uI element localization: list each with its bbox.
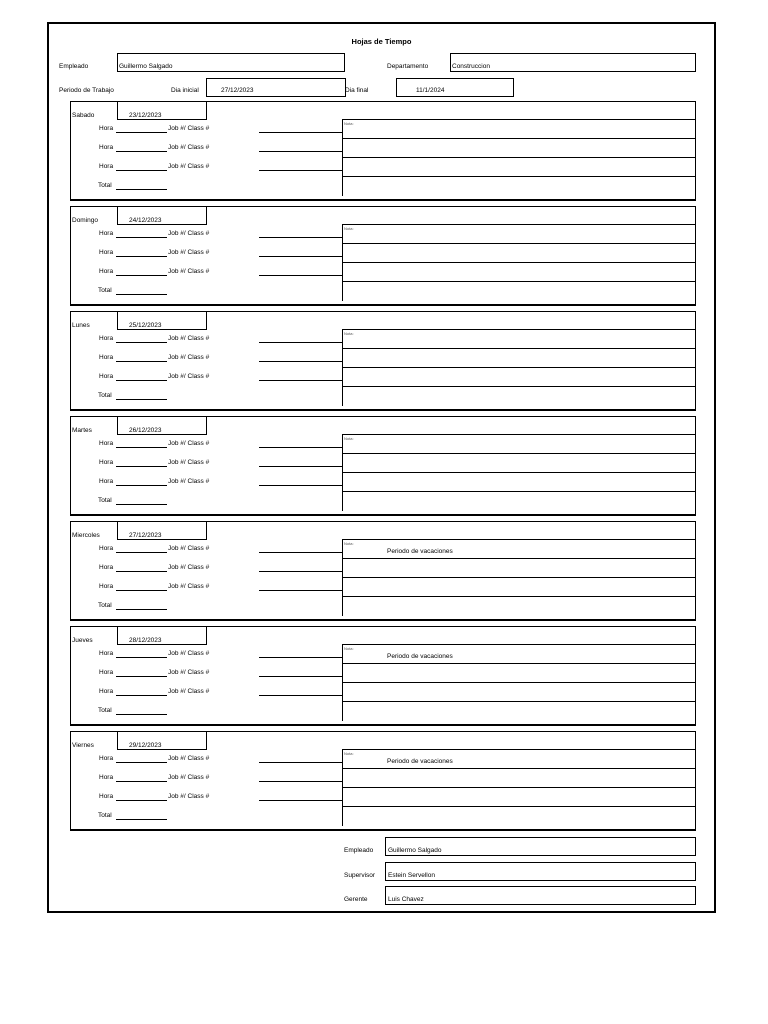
day-block-sabado — [70, 101, 696, 201]
total-input-line[interactable] — [116, 504, 167, 505]
day-name: Sabado — [72, 112, 95, 119]
notes-line — [342, 348, 695, 349]
hour-label: Hora — [99, 230, 114, 237]
job-class-input-line[interactable] — [259, 695, 343, 696]
job-class-label: Job #/ Class # — [168, 478, 210, 485]
job-class-input-line[interactable] — [259, 342, 343, 343]
job-class-label: Job #/ Class # — [168, 774, 210, 781]
hour-label: Hora — [99, 688, 114, 695]
hour-label: Hora — [99, 793, 114, 800]
total-input-line[interactable] — [116, 609, 167, 610]
day-block-miercoles — [70, 521, 696, 621]
job-class-label: Job #/ Class # — [168, 755, 210, 762]
hour-input-line[interactable] — [116, 800, 167, 801]
notes-line — [342, 577, 695, 578]
day-block-domingo — [70, 206, 696, 306]
notes-line — [342, 768, 695, 769]
day-name: Martes — [72, 427, 92, 434]
notes-line — [342, 157, 695, 158]
start-day-value: 27/12/2023 — [221, 87, 254, 94]
notes-line — [342, 386, 695, 387]
hour-label: Hora — [99, 125, 114, 132]
hour-label: Hora — [99, 163, 114, 170]
job-class-label: Job #/ Class # — [168, 335, 210, 342]
hour-input-line[interactable] — [116, 695, 167, 696]
total-label: Total — [98, 707, 112, 714]
day-date-value: 26/12/2023 — [129, 427, 162, 434]
hour-input-line[interactable] — [116, 151, 167, 152]
department-field[interactable] — [450, 53, 696, 72]
hour-input-line[interactable] — [116, 447, 167, 448]
notes-line — [342, 701, 695, 702]
hour-label: Hora — [99, 268, 114, 275]
job-class-label: Job #/ Class # — [168, 545, 210, 552]
day-date-field[interactable] — [117, 206, 207, 225]
hour-input-line[interactable] — [116, 781, 167, 782]
hour-input-line[interactable] — [116, 237, 167, 238]
hour-label: Hora — [99, 650, 114, 657]
hour-input-line[interactable] — [116, 657, 167, 658]
hour-label: Hora — [99, 354, 114, 361]
total-label: Total — [98, 182, 112, 189]
signature-field-gerente[interactable] — [385, 886, 696, 905]
job-class-input-line[interactable] — [259, 151, 343, 152]
hour-label: Hora — [99, 144, 114, 151]
day-date-field[interactable] — [117, 311, 207, 330]
job-class-label: Job #/ Class # — [168, 144, 210, 151]
day-note: Periodo de vacaciones — [387, 548, 453, 555]
signature-label-gerente: Gerente — [344, 896, 368, 903]
job-class-input-line[interactable] — [259, 380, 343, 381]
total-input-line[interactable] — [116, 819, 167, 820]
notes-line — [342, 596, 695, 597]
signature-label-supervisor: Supervisor — [344, 871, 376, 879]
hour-label: Hora — [99, 249, 114, 256]
notes-label: Nota: — [344, 226, 354, 231]
job-class-input-line[interactable] — [259, 275, 343, 276]
start-day-label: Dia inicial — [171, 87, 199, 94]
notes-line — [342, 472, 695, 473]
day-name: Jueves — [72, 637, 93, 644]
job-class-input-line[interactable] — [259, 762, 343, 763]
job-class-input-line[interactable] — [259, 552, 343, 553]
hour-input-line[interactable] — [116, 571, 167, 572]
day-name: Lunes — [72, 322, 90, 329]
hour-label: Hora — [99, 440, 114, 447]
notes-line — [342, 281, 695, 282]
day-date-field[interactable] — [117, 626, 207, 645]
job-class-label: Job #/ Class # — [168, 249, 210, 256]
job-class-label: Job #/ Class # — [168, 354, 210, 361]
day-note: Periodo de vacaciones — [387, 653, 453, 660]
hour-input-line[interactable] — [116, 361, 167, 362]
notes-divider — [386, 558, 387, 559]
day-block-viernes — [70, 731, 696, 831]
day-name: Miercoles — [72, 532, 100, 539]
job-class-label: Job #/ Class # — [168, 459, 210, 466]
job-class-label: Job #/ Class # — [168, 583, 210, 590]
notes-line — [342, 453, 695, 454]
signature-value: Luis Chavez — [388, 896, 424, 903]
notes-line — [342, 787, 695, 788]
notes-line — [342, 491, 695, 492]
job-class-input-line[interactable] — [259, 170, 343, 171]
hour-label: Hora — [99, 669, 114, 676]
hour-input-line[interactable] — [116, 466, 167, 467]
signature-field-empleado[interactable] — [385, 837, 696, 856]
job-class-label: Job #/ Class # — [168, 688, 210, 695]
notes-label: Nota: — [344, 436, 354, 441]
hour-input-line[interactable] — [116, 676, 167, 677]
end-day-label: Dia final — [345, 87, 369, 94]
notes-line — [342, 806, 695, 807]
job-class-input-line[interactable] — [259, 571, 343, 572]
signature-value: Estein Servellon — [388, 871, 435, 879]
hour-input-line[interactable] — [116, 485, 167, 486]
day-date-value: 29/12/2023 — [129, 742, 162, 749]
job-class-input-line[interactable] — [259, 590, 343, 591]
job-class-label: Job #/ Class # — [168, 564, 210, 571]
job-class-input-line[interactable] — [259, 676, 343, 677]
total-input-line[interactable] — [116, 294, 167, 295]
notes-label: Nota: — [344, 541, 354, 546]
timesheet-page — [47, 22, 716, 913]
job-class-label: Job #/ Class # — [168, 440, 210, 447]
hour-input-line[interactable] — [116, 132, 167, 133]
day-date-field[interactable] — [117, 731, 207, 750]
hour-input-line[interactable] — [116, 256, 167, 257]
day-date-field[interactable] — [117, 521, 207, 540]
job-class-input-line[interactable] — [259, 132, 343, 133]
signature-field-supervisor[interactable] — [385, 862, 696, 881]
day-date-field[interactable] — [117, 101, 207, 120]
job-class-label: Job #/ Class # — [168, 373, 210, 380]
day-name: Viernes — [72, 742, 94, 749]
notes-label: Nota: — [344, 751, 354, 756]
job-class-input-line[interactable] — [259, 657, 343, 658]
total-label: Total — [98, 392, 112, 399]
notes-label: Nota: — [344, 121, 354, 126]
day-date-value: 23/12/2023 — [129, 112, 162, 119]
day-name: Domingo — [72, 217, 99, 224]
job-class-label: Job #/ Class # — [168, 793, 210, 800]
hour-label: Hora — [99, 373, 114, 380]
day-date-value: 25/12/2023 — [129, 322, 162, 329]
total-input-line[interactable] — [116, 189, 167, 190]
job-class-input-line[interactable] — [259, 485, 343, 486]
notes-label: Nota: — [344, 646, 354, 651]
total-input-line[interactable] — [116, 714, 167, 715]
hour-label: Hora — [99, 545, 114, 552]
job-class-label: Job #/ Class # — [168, 125, 210, 132]
notes-divider — [386, 768, 387, 769]
hour-input-line[interactable] — [116, 552, 167, 553]
total-input-line[interactable] — [116, 399, 167, 400]
job-class-input-line[interactable] — [259, 447, 343, 448]
hour-input-line[interactable] — [116, 380, 167, 381]
department-label: Departamento — [387, 63, 429, 70]
job-class-label: Job #/ Class # — [168, 268, 210, 275]
hour-input-line[interactable] — [116, 275, 167, 276]
job-class-label: Job #/ Class # — [168, 669, 210, 676]
hour-label: Hora — [99, 564, 114, 571]
employee-value: Guillermo Salgado — [119, 63, 173, 70]
total-label: Total — [98, 287, 112, 294]
notes-line — [342, 243, 695, 244]
hour-label: Hora — [99, 583, 114, 590]
day-block-lunes — [70, 311, 696, 411]
signature-label-empleado: Empleado — [344, 847, 374, 854]
day-block-jueves — [70, 626, 696, 726]
day-date-value: 24/12/2023 — [129, 217, 162, 224]
notes-divider — [386, 663, 387, 664]
hour-label: Hora — [99, 335, 114, 342]
day-date-value: 27/12/2023 — [129, 532, 162, 539]
employee-label: Empleado — [59, 63, 89, 70]
notes-line — [342, 176, 695, 177]
job-class-input-line[interactable] — [259, 256, 343, 257]
job-class-input-line[interactable] — [259, 237, 343, 238]
hour-label: Hora — [99, 478, 114, 485]
job-class-label: Job #/ Class # — [168, 163, 210, 170]
job-class-label: Job #/ Class # — [168, 230, 210, 237]
work-period-label: Periodo de Trabajo — [59, 87, 114, 94]
day-block-martes — [70, 416, 696, 516]
notes-line — [342, 138, 695, 139]
total-label: Total — [98, 497, 112, 504]
day-date-value: 28/12/2023 — [129, 637, 162, 644]
day-date-field[interactable] — [117, 416, 207, 435]
job-class-input-line[interactable] — [259, 361, 343, 362]
notes-line — [342, 682, 695, 683]
hour-label: Hora — [99, 459, 114, 466]
job-class-input-line[interactable] — [259, 800, 343, 801]
notes-line — [342, 367, 695, 368]
end-day-field[interactable] — [396, 78, 514, 97]
page-title: Hojas de Tiempo — [351, 37, 412, 46]
job-class-input-line[interactable] — [259, 466, 343, 467]
day-note: Periodo de vacaciones — [387, 758, 453, 765]
hour-label: Hora — [99, 755, 114, 762]
hour-input-line[interactable] — [116, 342, 167, 343]
job-class-label: Job #/ Class # — [168, 650, 210, 657]
total-label: Total — [98, 602, 112, 609]
department-value: Construccion — [452, 63, 490, 70]
hour-input-line[interactable] — [116, 762, 167, 763]
end-day-value: 11/1/2024 — [416, 87, 445, 94]
total-label: Total — [98, 812, 112, 819]
employee-field[interactable] — [117, 53, 345, 72]
notes-line — [342, 558, 695, 559]
notes-line — [342, 663, 695, 664]
hour-label: Hora — [99, 774, 114, 781]
notes-label: Nota: — [344, 331, 354, 336]
hour-input-line[interactable] — [116, 170, 167, 171]
notes-line — [342, 262, 695, 263]
signature-value: Guillermo Salgado — [388, 847, 442, 854]
hour-input-line[interactable] — [116, 590, 167, 591]
start-day-field[interactable] — [206, 78, 346, 97]
job-class-input-line[interactable] — [259, 781, 343, 782]
